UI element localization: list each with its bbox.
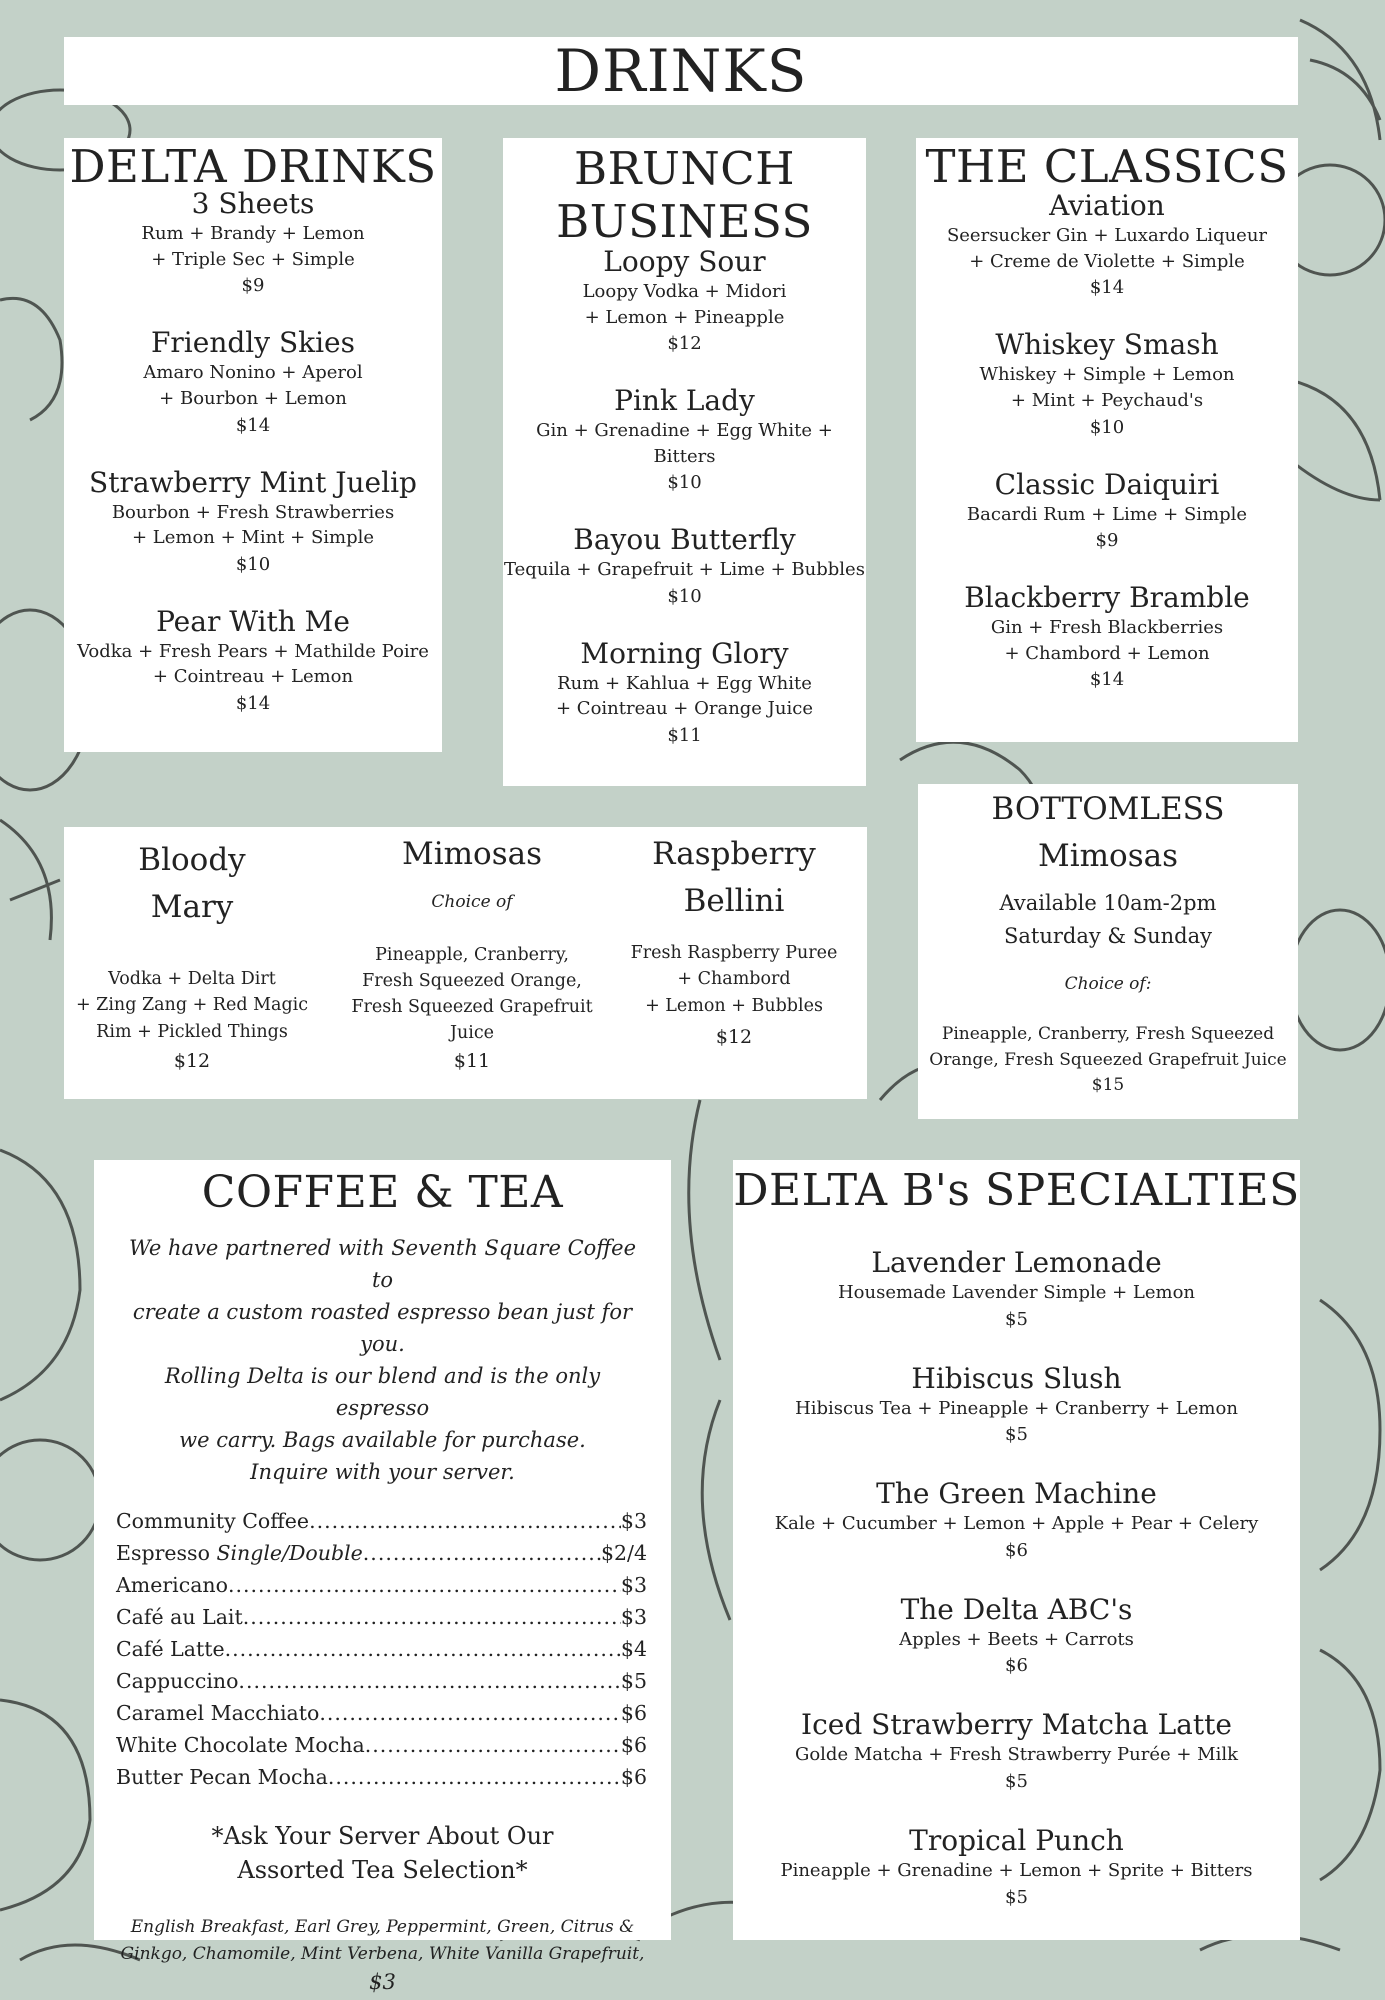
item-desc: + Bourbon + Lemon xyxy=(159,388,347,410)
item-price: $10 xyxy=(235,553,271,575)
item-price: $4 xyxy=(620,1636,647,1661)
item-desc: Kale + Cucumber + Lemon + Apple + Pear + Celery xyxy=(774,1513,1259,1535)
item-price: $5 xyxy=(620,1668,647,1693)
item-desc: Pineapple + Grenadine + Lemon + Sprite + Bitters xyxy=(780,1860,1253,1881)
item-name: 3 Sheets xyxy=(191,187,315,221)
delta-drinks-title: DELTA DRINKS xyxy=(69,140,437,193)
item-desc: Gin + Grenadine + Egg White + Bitters xyxy=(536,420,833,467)
item-price: $5 xyxy=(1005,1308,1028,1330)
item-desc: + Chambord + Lemon xyxy=(1004,642,1210,664)
item-name: Café au Lait xyxy=(116,1604,243,1629)
item-name: Blackberry Bramble xyxy=(964,581,1250,615)
item-price: $12 xyxy=(715,1025,753,1048)
tea-note xyxy=(94,1819,671,1889)
menu-item xyxy=(64,465,442,578)
price-row xyxy=(116,1697,647,1729)
item-name: Pink Lady xyxy=(614,384,755,418)
menu-item xyxy=(916,327,1298,440)
item-desc: + Lemon + Bubbles xyxy=(645,995,823,1016)
bellini-column xyxy=(604,831,864,1051)
item-desc: Apples + Beets + Carrots xyxy=(899,1628,1134,1650)
availability: Available 10am-2pm xyxy=(999,891,1217,915)
item-name: Bayou Butterfly xyxy=(573,523,796,557)
item-name: Tropical Punch xyxy=(909,1824,1124,1857)
item-price: $9 xyxy=(241,275,265,297)
item-price: $14 xyxy=(235,692,271,714)
menu-item xyxy=(916,580,1298,693)
title-line: BRUNCH xyxy=(574,142,795,195)
item-price: $3 xyxy=(620,1604,647,1629)
item-price: $12 xyxy=(173,1049,211,1072)
title-bar xyxy=(64,37,1298,105)
col-title: Mimosas xyxy=(401,836,542,872)
tea-price: $3 xyxy=(369,1970,396,1995)
brunch-row-panel xyxy=(64,827,867,1099)
tea-line: Ginkgo, Chamomile, Mint Verbena, White Vanilla Grapefruit, xyxy=(120,1944,645,1965)
title-line: BUSINESS xyxy=(556,195,813,249)
item-price: $5 xyxy=(1005,1886,1028,1908)
item-desc: + Lemon + Pineapple xyxy=(584,306,785,328)
title-line: Bloody xyxy=(138,842,246,878)
delta-drinks-panel xyxy=(64,138,442,752)
item-desc: Rim + Pickled Things xyxy=(96,1021,288,1042)
col-note: Choice of xyxy=(431,891,513,912)
item-desc: + Zing Zang + Red Magic xyxy=(75,995,309,1016)
menu-item xyxy=(64,325,442,438)
menu-item xyxy=(503,636,866,749)
item-name: Whiskey Smash xyxy=(995,328,1219,362)
item-price: $6 xyxy=(620,1700,647,1725)
menu-item xyxy=(916,188,1298,301)
item-price: $6 xyxy=(1005,1539,1028,1561)
item-desc: Juice xyxy=(449,1023,495,1044)
menu-item xyxy=(916,467,1298,555)
item-price: $5 xyxy=(1005,1771,1028,1792)
menu-item xyxy=(733,1707,1300,1795)
coffee-intro xyxy=(123,1233,643,1488)
title-line: BOTTOMLESS xyxy=(991,791,1225,827)
ask-line: Assorted Tea Selection* xyxy=(237,1856,528,1885)
item-name: Hibiscus Slush xyxy=(911,1361,1122,1395)
tea-line: English Breakfast, Earl Grey, Peppermint, Green, Citrus & xyxy=(130,1917,635,1938)
item-name: Aviation xyxy=(1049,189,1165,223)
item-name: Espresso xyxy=(116,1540,217,1565)
menu-item xyxy=(733,1361,1300,1449)
item-price: $14 xyxy=(235,414,271,436)
item-desc: Whiskey + Simple + Lemon xyxy=(979,364,1235,386)
item-price: $2/4 xyxy=(600,1540,647,1565)
item-desc: + Cointreau + Orange Juice xyxy=(556,698,813,720)
item-name: Friendly Skies xyxy=(150,326,355,360)
menu-item xyxy=(733,1592,1300,1680)
item-desc: Hibiscus Tea + Pineapple + Cranberry + Lemon xyxy=(795,1397,1238,1419)
item-desc: + Lemon + Mint + Simple xyxy=(131,527,375,549)
item-desc: + Mint + Peychaud's xyxy=(1010,390,1204,412)
menu-item xyxy=(733,1823,1300,1911)
bloody-mary-column xyxy=(64,837,320,1075)
menu-item xyxy=(733,1245,1300,1333)
price-row xyxy=(116,1601,647,1633)
intro-line: We have partnered with Seventh Square Coffee to xyxy=(128,1236,637,1293)
item-desc: Fresh Raspberry Puree xyxy=(630,943,838,963)
item-desc: Rum + Brandy + Lemon xyxy=(141,223,365,245)
coffee-price-list xyxy=(116,1505,647,1793)
brunch-business-title xyxy=(503,142,866,248)
item-name: Morning Glory xyxy=(580,636,789,670)
classics-panel xyxy=(916,138,1298,742)
item-desc: + Creme de Violette + Simple xyxy=(969,250,1245,272)
coffee-tea-panel xyxy=(94,1160,671,1995)
page-title: DRINKS xyxy=(554,37,808,105)
item-desc: Vodka + Delta Dirt xyxy=(108,969,276,989)
availability: Saturday & Sunday xyxy=(1003,923,1213,948)
price-row xyxy=(116,1505,647,1537)
item-price: $11 xyxy=(453,1049,491,1072)
bottomless-title xyxy=(918,786,1298,879)
item-price: $10 xyxy=(1089,416,1125,438)
item-desc: Pineapple, Cranberry, xyxy=(375,944,569,965)
item-desc: Housemade Lavender Simple + Lemon xyxy=(837,1282,1196,1304)
item-name: Strawberry Mint Juelip xyxy=(89,465,417,499)
item-desc: Tequila + Grapefruit + Lime + Bubbles xyxy=(504,559,865,581)
item-desc: Fresh Squeezed Orange, xyxy=(362,970,582,991)
price-row xyxy=(116,1633,647,1665)
item-name: Community Coffee xyxy=(116,1508,310,1533)
item-price: $3 xyxy=(620,1572,647,1597)
bottomless-panel xyxy=(918,784,1298,1119)
item-variant: Single/Double xyxy=(216,1540,363,1565)
item-price: $10 xyxy=(667,585,702,607)
item-desc: + Chambord xyxy=(677,969,791,990)
item-desc: Bourbon + Fresh Strawberries xyxy=(111,501,395,523)
menu-item xyxy=(503,244,866,357)
item-name: Iced Strawberry Matcha Latte xyxy=(801,1708,1232,1742)
item-desc: Vodka + Fresh Pears + Mathilde Poire xyxy=(77,640,429,662)
specialties-title: DELTA B's SPECIALTIES xyxy=(733,1165,1300,1216)
title-line: Bellini xyxy=(683,882,785,919)
title-line: Raspberry xyxy=(652,836,816,872)
item-desc: Amaro Nonino + Aperol xyxy=(143,362,363,384)
menu-item xyxy=(64,186,442,299)
intro-line: Rolling Delta is our blend and is the only espresso xyxy=(164,1363,601,1420)
menu-item xyxy=(64,604,442,717)
price-row xyxy=(116,1761,647,1793)
item-price: $12 xyxy=(667,333,702,355)
item-name: Classic Daiquiri xyxy=(994,467,1220,501)
item-name: Caramel Macchiato xyxy=(116,1700,320,1725)
item-price: $15 xyxy=(1091,1075,1125,1096)
item-desc: Orange, Fresh Squeezed Grapefruit Juice xyxy=(929,1049,1287,1070)
item-price: $6 xyxy=(1005,1655,1028,1677)
item-name: Butter Pecan Mocha xyxy=(116,1764,328,1789)
choice-note: Choice of: xyxy=(1064,974,1152,995)
item-price: $5 xyxy=(1005,1424,1028,1446)
item-price: $6 xyxy=(620,1764,647,1789)
price-row xyxy=(116,1729,647,1761)
item-name: Americano xyxy=(116,1572,228,1597)
item-name: Loopy Sour xyxy=(603,245,766,279)
mimosas-column xyxy=(344,831,600,1075)
specialties-panel xyxy=(733,1160,1300,1940)
item-name: Café Latte xyxy=(116,1636,225,1661)
price-row xyxy=(116,1537,647,1569)
item-desc: Gin + Fresh Blackberries xyxy=(990,617,1224,639)
classics-title: THE CLASSICS xyxy=(925,140,1289,193)
item-desc: + Triple Sec + Simple xyxy=(151,248,355,270)
item-price: $10 xyxy=(667,472,702,494)
item-desc: + Cointreau + Lemon xyxy=(152,666,354,688)
item-price: $9 xyxy=(1095,530,1119,552)
item-price: $14 xyxy=(1089,669,1125,691)
item-price: $11 xyxy=(667,725,702,747)
item-name: White Chocolate Mocha xyxy=(116,1732,365,1757)
ask-line: *Ask Your Server About Our xyxy=(211,1821,554,1850)
intro-line: we carry. Bags available for purchase. xyxy=(179,1427,586,1452)
item-desc: Golde Matcha + Fresh Strawberry Purée + Milk xyxy=(794,1744,1239,1766)
menu-item xyxy=(503,522,866,610)
item-price: $14 xyxy=(1089,277,1125,299)
item-desc: Bacardi Rum + Lime + Simple xyxy=(966,503,1248,525)
item-desc: Fresh Squeezed Grapefruit xyxy=(351,997,593,1017)
price-row xyxy=(116,1665,647,1697)
item-desc: Rum + Kahlua + Egg White xyxy=(557,672,812,694)
item-name: The Delta ABC's xyxy=(900,1592,1133,1626)
tea-list xyxy=(94,1914,671,1998)
item-name: The Green Machine xyxy=(876,1477,1157,1511)
item-desc: Loopy Vodka + Midori xyxy=(582,281,787,303)
item-name: Cappuccino xyxy=(116,1668,239,1693)
col-title xyxy=(64,837,320,930)
intro-line: Inquire with your server. xyxy=(250,1459,515,1484)
brunch-business-panel xyxy=(503,138,866,786)
title-line: Mary xyxy=(150,888,234,925)
menu-item xyxy=(503,383,866,496)
item-name: Lavender Lemonade xyxy=(871,1246,1162,1280)
item-price: $3 xyxy=(620,1508,647,1533)
item-name: Pear With Me xyxy=(156,604,350,638)
menu-item xyxy=(733,1476,1300,1564)
col-title xyxy=(604,831,864,924)
intro-line: create a custom roasted espresso bean just for you. xyxy=(132,1300,633,1356)
item-desc: Pineapple, Cranberry, Fresh Squeezed xyxy=(941,1024,1275,1045)
item-desc: Seersucker Gin + Luxardo Liqueur xyxy=(946,225,1268,247)
price-row xyxy=(116,1569,647,1601)
coffee-title: COFFEE & TEA xyxy=(201,1167,564,1218)
title-line: Mimosas xyxy=(1037,837,1178,874)
item-price: $6 xyxy=(620,1732,647,1757)
